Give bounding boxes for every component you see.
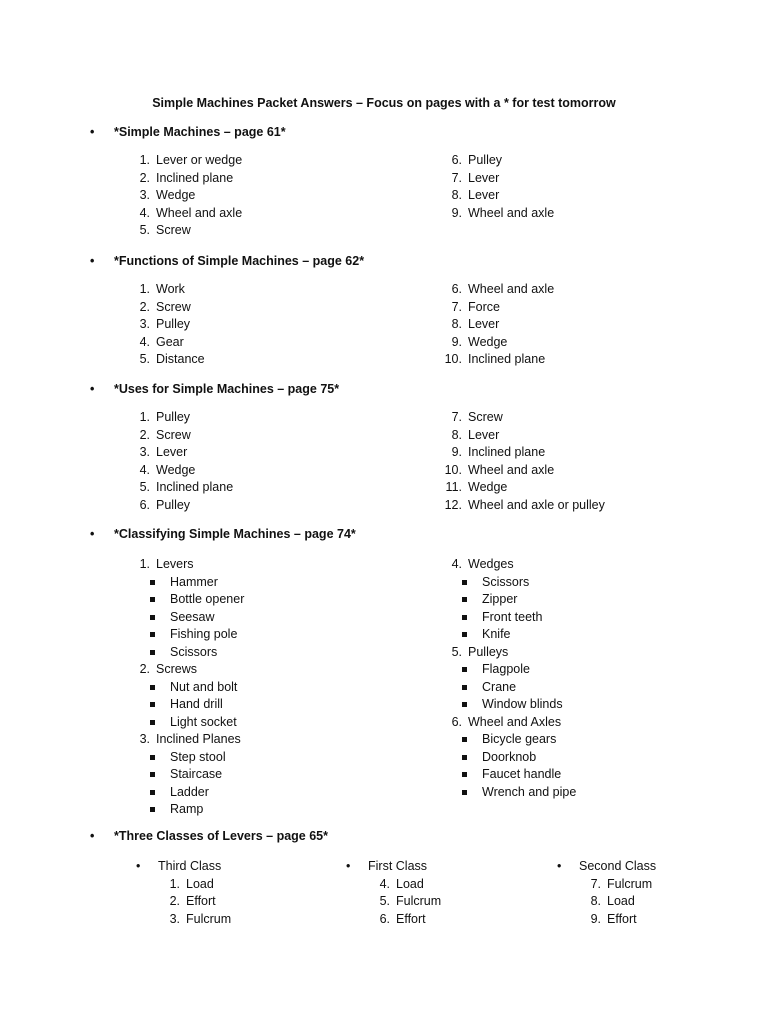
item-text: Fulcrum — [607, 876, 653, 891]
item-text: Distance — [156, 352, 205, 366]
category-name: Levers — [156, 557, 194, 571]
bullet-icon: • — [346, 859, 351, 873]
item-number: 2. — [139, 427, 150, 442]
square-bullet-icon — [462, 790, 467, 795]
item-number: 9. — [451, 205, 462, 220]
item-text: Screw — [156, 427, 191, 442]
category-list-right — [440, 556, 576, 801]
item-text: Pulley — [156, 410, 191, 424]
item-number: 6. — [451, 153, 462, 167]
list-item — [440, 409, 605, 427]
item-text: Load — [607, 894, 635, 908]
list-item — [440, 187, 554, 205]
bullet-icon: • — [90, 382, 95, 396]
section-heading — [90, 253, 364, 271]
example-text: Bicycle gears — [482, 732, 557, 746]
example-item — [440, 626, 576, 644]
example-item — [440, 591, 576, 609]
item-number: 7. — [590, 876, 601, 891]
list-item — [346, 893, 441, 911]
item-number: 2. — [139, 662, 150, 676]
item-number: 3. — [169, 911, 180, 926]
list-item — [128, 462, 233, 480]
list-item — [128, 187, 242, 205]
item-number: 1. — [169, 876, 180, 891]
item-text: Wheel and axle or pulley — [468, 497, 605, 512]
item-number: 4. — [139, 334, 150, 349]
item-text: Wheel and axle — [468, 462, 555, 477]
item-number: 9. — [451, 334, 462, 349]
answer-list-right — [440, 281, 554, 369]
square-bullet-icon — [462, 580, 467, 585]
list-item — [557, 876, 656, 894]
square-bullet-icon — [150, 807, 155, 812]
item-number: 9. — [590, 911, 601, 926]
list-item — [557, 911, 656, 929]
item-number: 1. — [139, 410, 150, 424]
section-heading — [90, 124, 286, 142]
list-item — [440, 497, 605, 515]
square-bullet-icon — [150, 615, 155, 620]
item-text: Effort — [186, 894, 216, 908]
item-number: 4. — [139, 462, 150, 477]
lever-class-heading — [557, 858, 656, 876]
lever-class-heading — [136, 858, 231, 876]
item-text: Screw — [156, 223, 191, 237]
lever-class-name: Second Class — [579, 859, 657, 873]
square-bullet-icon — [150, 597, 155, 602]
item-number: 2. — [139, 299, 150, 314]
example-text: Hand drill — [170, 697, 223, 711]
list-item — [440, 170, 554, 188]
category-item — [440, 714, 576, 732]
item-text: Lever or wedge — [156, 153, 243, 167]
list-item — [128, 351, 205, 369]
list-item — [346, 876, 441, 894]
item-text: Wheel and axle — [156, 205, 243, 220]
example-text: Fishing pole — [170, 627, 238, 641]
item-text: Load — [186, 876, 214, 891]
list-item — [128, 444, 233, 462]
example-item — [440, 749, 576, 767]
bullet-icon: • — [90, 254, 95, 268]
answer-list-left — [128, 152, 242, 240]
example-item — [128, 609, 244, 627]
list-item — [128, 299, 205, 317]
bullet-icon: • — [557, 859, 562, 873]
item-text: Pulley — [468, 153, 503, 167]
category-item — [128, 661, 244, 679]
list-item — [128, 205, 242, 223]
list-item — [440, 299, 554, 317]
category-item — [128, 556, 244, 574]
answer-list-left — [128, 281, 205, 369]
item-text: Lever — [468, 188, 500, 202]
list-item — [440, 462, 605, 480]
category-name: Screws — [156, 662, 197, 676]
example-text: Wrench and pipe — [482, 784, 577, 799]
example-text: Flagpole — [482, 662, 530, 676]
example-text: Hammer — [170, 574, 218, 589]
bullet-icon: • — [90, 125, 95, 139]
example-item — [128, 749, 244, 767]
item-text: Wheel and axle — [468, 205, 555, 220]
list-item — [346, 911, 441, 929]
item-text: Effort — [396, 911, 426, 926]
section-heading-text: *Uses for Simple Machines – page 75* — [114, 382, 340, 396]
item-text: Lever — [468, 170, 500, 185]
item-text: Inclined plane — [156, 480, 234, 494]
square-bullet-icon — [150, 755, 155, 760]
list-item — [440, 152, 554, 170]
list-item — [128, 479, 233, 497]
example-item — [440, 661, 576, 679]
item-number: 5. — [379, 894, 390, 908]
example-item — [440, 696, 576, 714]
item-text: Inclined plane — [156, 170, 234, 185]
item-number: 6. — [379, 911, 390, 926]
category-item — [128, 731, 244, 749]
item-text: Wedge — [156, 462, 196, 477]
item-number: 2. — [139, 170, 150, 185]
lever-class-third — [136, 858, 231, 928]
item-text: Wheel and axle — [468, 282, 555, 296]
item-number: 5. — [139, 223, 150, 237]
square-bullet-icon — [462, 597, 467, 602]
list-item — [136, 893, 231, 911]
item-number: 7. — [451, 170, 462, 185]
example-item — [128, 679, 244, 697]
item-text: Wedge — [468, 480, 508, 494]
category-list-left — [128, 556, 244, 819]
example-text: Scissors — [482, 574, 530, 589]
item-number: 1. — [139, 153, 150, 167]
square-bullet-icon — [462, 685, 467, 690]
category-name: Wedges — [468, 557, 514, 571]
item-number: 7. — [451, 410, 462, 424]
square-bullet-icon — [150, 720, 155, 725]
list-item — [440, 479, 605, 497]
item-number: 5. — [139, 352, 150, 366]
lever-class-name: Third Class — [158, 859, 222, 873]
list-item — [440, 281, 554, 299]
square-bullet-icon — [150, 772, 155, 777]
example-item — [128, 766, 244, 784]
example-item — [128, 574, 244, 592]
example-text: Ramp — [170, 802, 204, 816]
category-name: Wheel and Axles — [468, 714, 562, 729]
item-number: 2. — [169, 894, 180, 908]
bullet-icon: • — [136, 859, 141, 873]
document-title: Simple Machines Packet Answers – Focus on pages with a * for test tomorrow — [152, 96, 616, 110]
example-text: Zipper — [482, 592, 518, 606]
item-text: Effort — [607, 911, 637, 926]
example-item — [440, 609, 576, 627]
list-item — [440, 334, 554, 352]
item-number: 1. — [139, 557, 150, 571]
list-item — [128, 170, 242, 188]
list-item — [128, 497, 233, 515]
item-number: 4. — [379, 876, 390, 891]
bullet-icon: • — [90, 527, 95, 541]
square-bullet-icon — [462, 755, 467, 760]
list-item — [128, 334, 205, 352]
example-text: Staircase — [170, 767, 223, 781]
item-number: 3. — [139, 188, 150, 202]
example-text: Bottle opener — [170, 592, 245, 606]
item-number: 8. — [451, 317, 462, 331]
list-item — [128, 409, 233, 427]
example-text: Window blinds — [482, 697, 563, 711]
item-number: 5. — [451, 644, 462, 659]
item-text: Wedge — [156, 188, 196, 202]
example-item — [128, 714, 244, 732]
section-heading-text: *Functions of Simple Machines – page 62* — [114, 254, 365, 268]
answer-list-right — [440, 152, 554, 222]
list-item — [128, 152, 242, 170]
item-text: Work — [156, 282, 185, 296]
square-bullet-icon — [150, 790, 155, 795]
item-text: Pulley — [156, 497, 191, 512]
item-text: Lever — [156, 445, 188, 459]
section-heading — [90, 526, 356, 544]
section-heading-text: *Classifying Simple Machines – page 74* — [114, 527, 356, 541]
list-item — [440, 205, 554, 223]
square-bullet-icon — [150, 685, 155, 690]
item-text: Wedge — [468, 334, 508, 349]
bullet-icon: • — [90, 829, 95, 843]
list-item — [128, 222, 242, 240]
example-item — [440, 766, 576, 784]
square-bullet-icon — [462, 702, 467, 707]
category-name: Inclined Planes — [156, 732, 241, 746]
example-item — [128, 591, 244, 609]
square-bullet-icon — [150, 702, 155, 707]
lever-class-second — [557, 858, 656, 928]
item-number: 1. — [139, 282, 150, 296]
item-number: 3. — [139, 317, 150, 331]
example-text: Light socket — [170, 714, 237, 729]
item-text: Fulcrum — [186, 911, 232, 926]
item-number: 4. — [451, 557, 462, 571]
square-bullet-icon — [150, 650, 155, 655]
section-heading — [90, 381, 339, 399]
item-number: 7. — [451, 299, 462, 314]
item-text: Lever — [468, 317, 500, 331]
item-number: 3. — [139, 732, 150, 746]
item-text: Gear — [156, 334, 184, 349]
example-item — [128, 644, 244, 662]
example-text: Crane — [482, 679, 517, 694]
example-text: Nut and bolt — [170, 679, 238, 694]
list-item — [128, 281, 205, 299]
item-text: Screw — [156, 299, 191, 314]
example-item — [128, 626, 244, 644]
example-item — [440, 784, 576, 802]
square-bullet-icon — [462, 772, 467, 777]
item-number: 6. — [451, 714, 462, 729]
square-bullet-icon — [462, 615, 467, 620]
item-number: 6. — [451, 282, 462, 296]
square-bullet-icon — [462, 632, 467, 637]
item-number: 6. — [139, 497, 150, 512]
list-item — [136, 911, 231, 929]
lever-class-heading — [346, 858, 441, 876]
item-number: 5. — [139, 480, 150, 494]
list-item — [440, 427, 605, 445]
list-item — [128, 316, 205, 334]
item-number: 8. — [451, 427, 462, 442]
example-item — [440, 731, 576, 749]
example-text: Knife — [482, 627, 511, 641]
example-text: Doorknob — [482, 749, 537, 764]
example-item — [440, 679, 576, 697]
list-item — [440, 316, 554, 334]
lever-class-first — [346, 858, 441, 928]
item-number: 3. — [139, 445, 150, 459]
section-heading — [90, 828, 328, 846]
square-bullet-icon — [462, 667, 467, 672]
example-item — [128, 784, 244, 802]
lever-class-name: First Class — [368, 859, 428, 873]
item-text: Lever — [468, 427, 500, 442]
list-item — [440, 351, 554, 369]
example-text: Faucet handle — [482, 767, 562, 781]
item-number: 12. — [444, 497, 462, 512]
item-number: 10. — [444, 462, 462, 477]
section-heading-text: *Simple Machines – page 61* — [114, 125, 286, 139]
square-bullet-icon — [462, 737, 467, 742]
example-text: Scissors — [170, 644, 218, 659]
category-item — [440, 556, 576, 574]
example-item — [128, 696, 244, 714]
item-text: Fulcrum — [396, 894, 442, 908]
example-text: Ladder — [170, 784, 209, 799]
category-name: Pulleys — [468, 644, 509, 659]
list-item — [440, 444, 605, 462]
example-text: Step stool — [170, 749, 226, 764]
list-item — [136, 876, 231, 894]
list-item — [128, 427, 233, 445]
list-item — [557, 893, 656, 911]
item-text: Pulley — [156, 317, 191, 331]
example-item — [440, 574, 576, 592]
example-text: Seesaw — [170, 609, 215, 624]
item-text: Load — [396, 876, 424, 891]
item-text: Screw — [468, 410, 503, 424]
item-number: 8. — [590, 894, 601, 908]
item-number: 9. — [451, 445, 462, 459]
answer-list-left — [128, 409, 233, 514]
example-item — [128, 801, 244, 819]
item-text: Inclined plane — [468, 352, 546, 366]
category-item — [440, 644, 576, 662]
item-number: 11. — [445, 480, 462, 494]
item-number: 4. — [139, 205, 150, 220]
item-text: Force — [468, 299, 500, 314]
item-text: Inclined plane — [468, 445, 546, 459]
answer-list-right — [440, 409, 605, 514]
item-number: 8. — [451, 188, 462, 202]
square-bullet-icon — [150, 632, 155, 637]
item-number: 10. — [444, 352, 462, 366]
square-bullet-icon — [150, 580, 155, 585]
example-text: Front teeth — [482, 609, 543, 624]
section-heading-text: *Three Classes of Levers – page 65* — [114, 829, 329, 843]
